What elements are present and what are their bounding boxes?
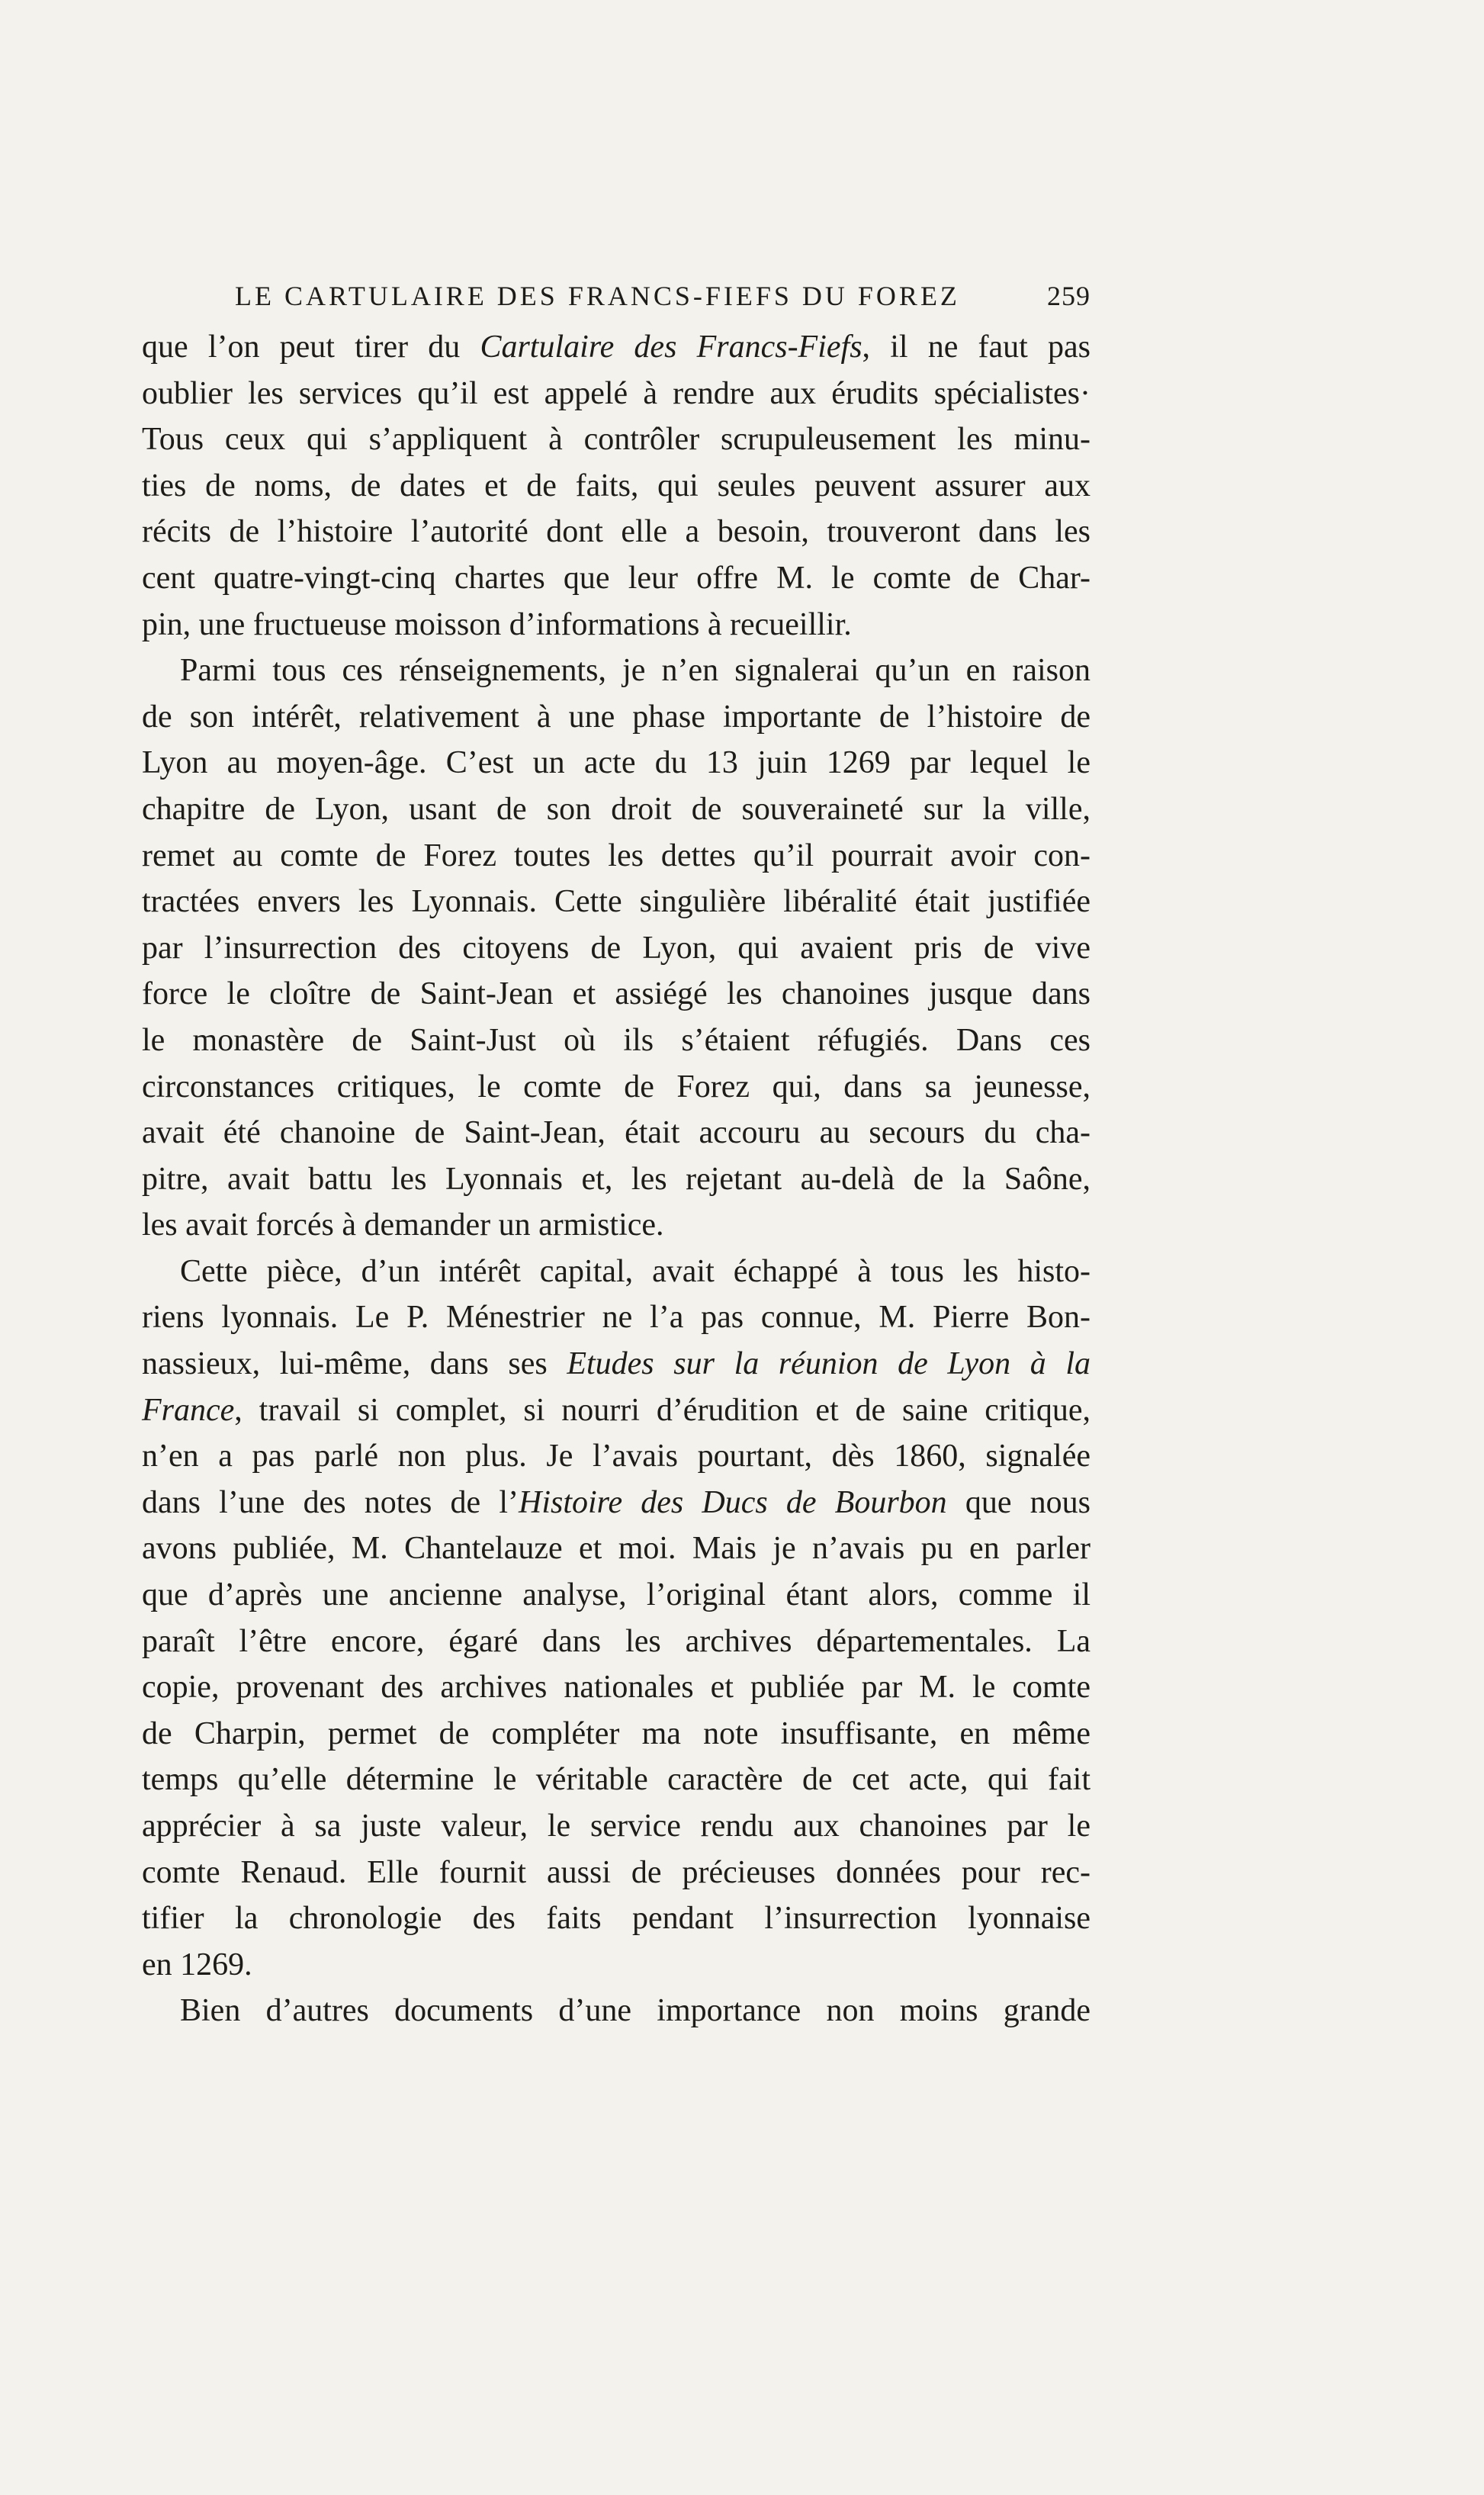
text-run: de Charpin, permet de compléter ma note insuffisante, en même xyxy=(142,1715,1091,1751)
text-line xyxy=(142,1526,1091,1572)
text-run: tractées envers les Lyonnais. Cette singulière libéralité était justifiée xyxy=(142,884,1091,920)
text-run: comte Renaud. Elle fournit aussi de précieuses données pour rec- xyxy=(142,1854,1091,1890)
text-run: pitre, avait battu les Lyonnais et, les rejetant au-delà de la Saône, xyxy=(142,1161,1091,1197)
text-run: nassieux, lui-même, dans ses xyxy=(142,1346,567,1382)
text-line xyxy=(142,879,1091,925)
text-line xyxy=(142,648,1091,694)
text-line xyxy=(142,786,1091,833)
page-number: 259 xyxy=(1047,281,1091,311)
italic-title: Etudes sur la réunion de Lyon à la xyxy=(567,1346,1091,1382)
text-line xyxy=(142,1064,1091,1111)
text-line xyxy=(142,925,1091,972)
text-line xyxy=(142,1988,1091,2034)
text-line xyxy=(142,371,1091,417)
text-run: , travail si complet, si nourri d’érudition et de saine critique, xyxy=(234,1392,1091,1428)
text-run: Tous ceux qui s’appliquent à contrôler scrupuleusement les minu- xyxy=(142,422,1091,458)
text-line xyxy=(142,1572,1091,1619)
text-run: Cette pièce, d’un intérêt capital, avait échappé à tous les histo- xyxy=(180,1253,1091,1289)
text-line xyxy=(142,1942,1091,1989)
text-run: avait été chanoine de Saint-Jean, était accouru au secours du cha- xyxy=(142,1115,1091,1151)
text-run: dans l’une des notes de l’ xyxy=(142,1484,519,1520)
text-run: ties de noms, de dates et de faits, qui seules peuvent assurer aux xyxy=(142,468,1091,503)
italic-title: Cartulaire des Francs-Fiefs xyxy=(480,330,862,365)
text-line xyxy=(142,602,1091,648)
text-run: les avait forcés à demander un armistice. xyxy=(142,1207,664,1243)
text-line xyxy=(142,1850,1091,1896)
text-run: Parmi tous ces rénseignements, je n’en signalerai qu’un en raison xyxy=(180,653,1091,689)
text-line xyxy=(142,1711,1091,1757)
text-run: Lyon au moyen-âge. C’est un acte du 13 juin 1269 par lequel le xyxy=(142,745,1091,781)
text-line xyxy=(142,1110,1091,1156)
text-run: avons publiée, M. Chantelauze et moi. Mais je n’avais pu en parler xyxy=(142,1531,1091,1567)
text-line xyxy=(142,1202,1091,1249)
text-line xyxy=(142,1249,1091,1295)
text-line xyxy=(142,416,1091,463)
text-line xyxy=(142,1619,1091,1665)
text-line xyxy=(142,509,1091,555)
text-run: paraît l’être encore, égaré dans les archives départementales. La xyxy=(142,1623,1091,1659)
text-line xyxy=(142,324,1091,371)
body-text xyxy=(142,324,1091,2034)
text-run: par l’insurrection des citoyens de Lyon, qui avaient pris de vive xyxy=(142,930,1091,966)
text-run: que d’après une ancienne analyse, l’original étant alors, comme il xyxy=(142,1577,1091,1613)
text-run: de son intérêt, relativement à une phase importante de l’histoire de xyxy=(142,699,1091,735)
text-run: Bien d’autres documents d’une importance non moins grande xyxy=(180,1993,1091,2029)
text-run: oublier les services qu’il est appelé à rendre aux érudits spécialistes· xyxy=(142,375,1091,411)
text-line xyxy=(142,1341,1091,1387)
text-run: copie, provenant des archives nationales et publiée par M. le comte xyxy=(142,1670,1091,1706)
text-line xyxy=(142,740,1091,786)
text-line xyxy=(142,833,1091,879)
running-header xyxy=(229,275,1091,317)
text-line xyxy=(142,971,1091,1018)
italic-title: Histoire des Ducs de Bourbon xyxy=(519,1484,947,1520)
text-line xyxy=(142,1895,1091,1942)
text-run: le monastère de Saint-Just où ils s’étaient réfugiés. Dans ces xyxy=(142,1022,1091,1058)
text-line xyxy=(142,1433,1091,1480)
text-run: , il ne faut pas xyxy=(862,330,1091,365)
italic-title: France xyxy=(142,1392,235,1428)
text-run: récits de l’histoire l’autorité dont elle a besoin, trouveront dans les xyxy=(142,514,1091,550)
text-line xyxy=(142,555,1091,602)
text-line xyxy=(142,694,1091,741)
text-run: que l’on peut tirer du xyxy=(142,330,480,365)
text-line xyxy=(142,1294,1091,1341)
text-run: remet au comte de Forez toutes les dettes qu’il pourrait avoir con- xyxy=(142,838,1091,873)
text-line xyxy=(142,1018,1091,1064)
text-run: en 1269. xyxy=(142,1947,252,1982)
text-run: riens lyonnais. Le P. Ménestrier ne l’a pas connue, M. Pierre Bon- xyxy=(142,1300,1091,1336)
text-run: n’en a pas parlé non plus. Je l’avais pourtant, dès 1860, signalée xyxy=(142,1439,1091,1474)
text-line xyxy=(142,1387,1091,1434)
text-run: circonstances critiques, le comte de Forez qui, dans sa jeunesse, xyxy=(142,1069,1091,1104)
text-run: pin, une fructueuse moisson d’informations à recueillir. xyxy=(142,606,852,642)
running-title: LE CARTULAIRE DES FRANCS-FIEFS DU FOREZ xyxy=(235,281,960,311)
text-line xyxy=(142,1156,1091,1203)
text-line xyxy=(142,1757,1091,1803)
text-run: chapitre de Lyon, usant de son droit de souveraineté sur la ville, xyxy=(142,791,1091,827)
text-run: que nous xyxy=(946,1484,1091,1520)
text-line xyxy=(142,1803,1091,1850)
text-run: cent quatre-vingt-cinq chartes que leur offre M. le comte de Char- xyxy=(142,560,1091,596)
text-run: apprécier à sa juste valeur, le service rendu aux chanoines par le xyxy=(142,1809,1091,1844)
text-line xyxy=(142,1480,1091,1526)
text-run: temps qu’elle détermine le véritable caractère de cet acte, qui fait xyxy=(142,1762,1091,1798)
text-run: tifier la chronologie des faits pendant l’insurrection lyonnaise xyxy=(142,1901,1091,1937)
text-line xyxy=(142,1664,1091,1711)
text-run: force le cloître de Saint-Jean et assiégé les chanoines jusque dans xyxy=(142,976,1091,1012)
text-line xyxy=(142,463,1091,510)
